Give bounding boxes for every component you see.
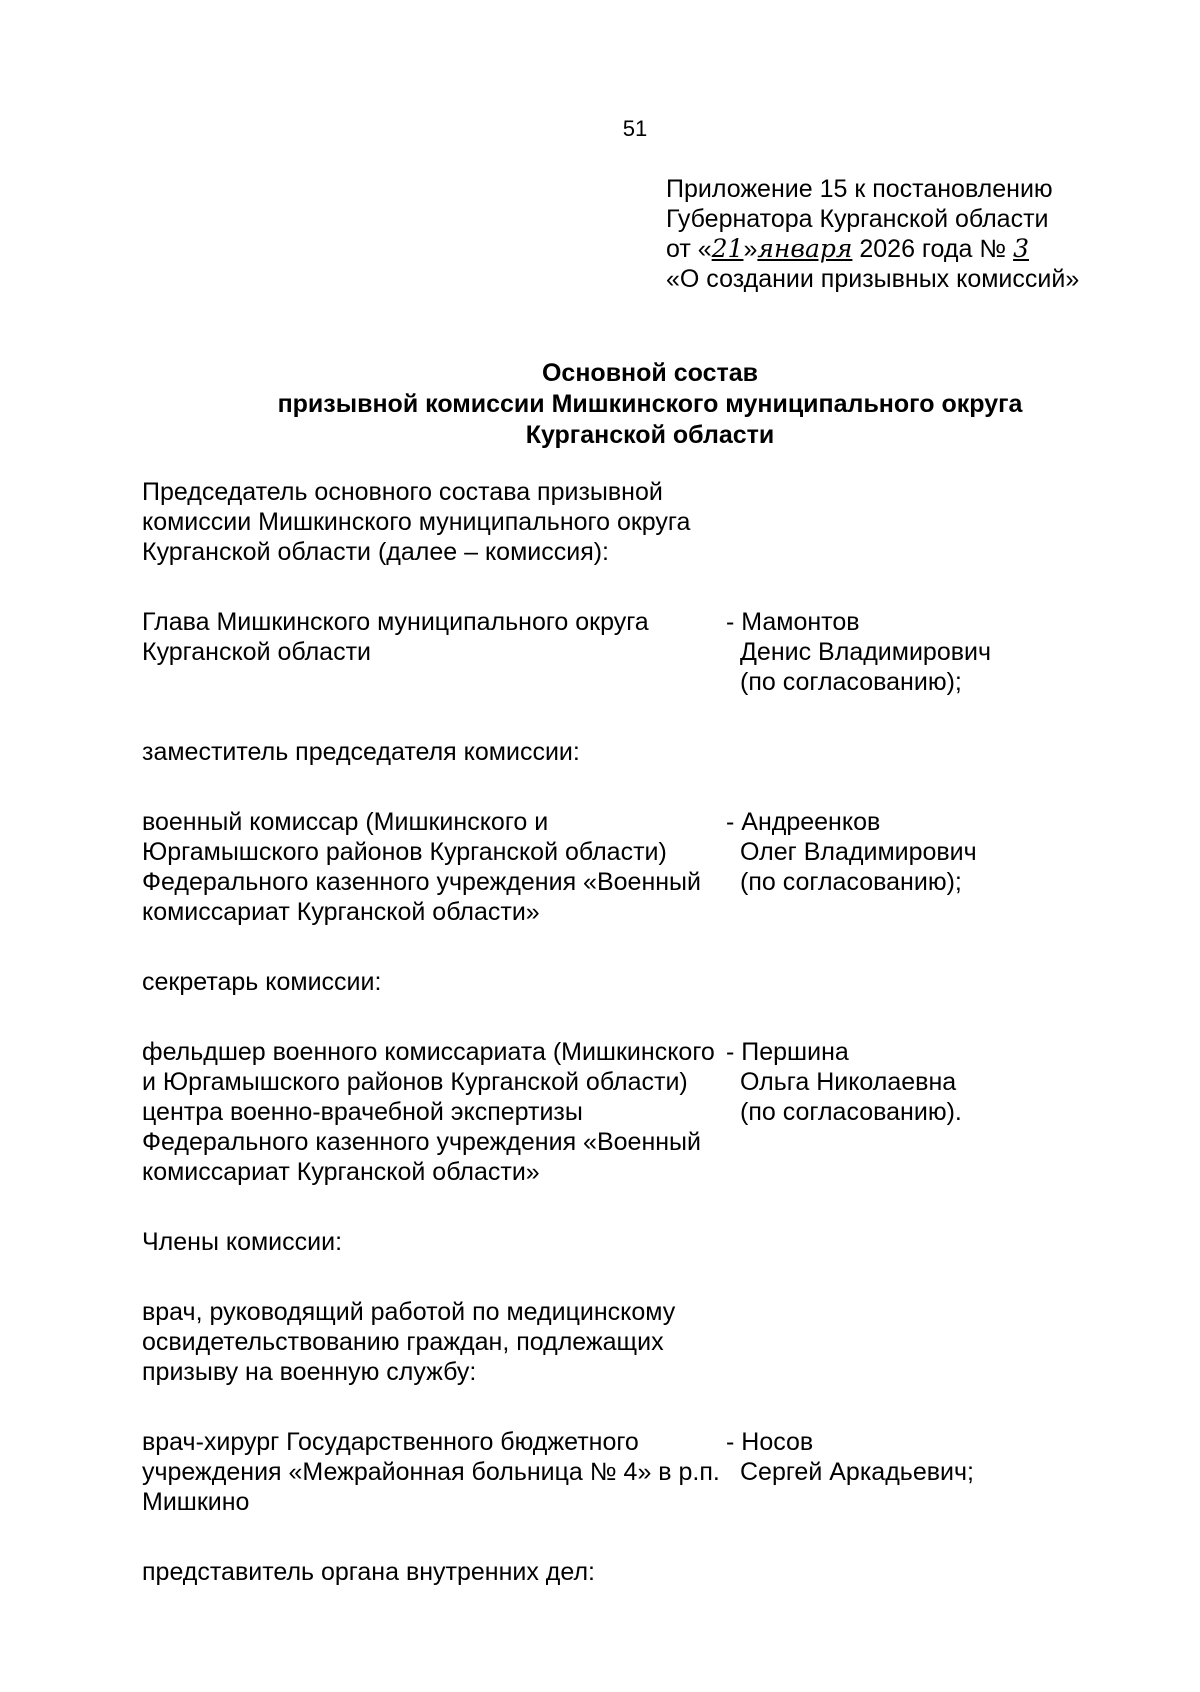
chair-position: Глава Мишкинского муниципального округа Курганской области [142, 608, 649, 666]
appendix-line-2: Губернатора Курганской области [666, 205, 1049, 233]
deputy-name-line-1: - Андреенков [726, 808, 881, 836]
secretary-name-line-1: - Першина [726, 1038, 849, 1066]
page-number: 51 [622, 116, 648, 141]
deputy-heading: заместитель председателя комиссии: [142, 738, 580, 766]
chair-name [726, 607, 1062, 697]
secretary-name-line-3: (по согласованию). [740, 1098, 962, 1126]
secretary-entry [142, 1037, 1062, 1187]
handwritten-number: 3 [1013, 234, 1029, 263]
appendix-line-1: Приложение 15 к постановлению [666, 175, 1053, 203]
appendix-date-mid: » [743, 235, 758, 263]
doctor-name-line-1: - Носов [726, 1428, 814, 1456]
appendix-line-4: «О создании призывных комиссий» [666, 265, 1080, 293]
chair-name-line-1: - Мамонтов [726, 608, 860, 636]
appendix-date-prefix: от « [666, 235, 712, 263]
doctor-heading: врач, руководящий работой по медицинскому освидетельствованию граждан, подлежащих призыву на военную службу: [142, 1298, 676, 1386]
deputy-entry [142, 807, 1062, 927]
appendix-year: 2026 года № [859, 235, 1007, 263]
police-heading: представитель органа внутренних дел: [142, 1558, 596, 1586]
doctor-position: врач-хирург Государственного бюджетного учреждения «Межрайонная больница № 4» в р.п. Мишкино [142, 1428, 720, 1516]
secretary-name [726, 1037, 1062, 1187]
document-title [0, 358, 1200, 451]
title-line-1: Основной состав [541, 359, 759, 387]
secretary-position: фельдшер военного комиссариата (Мишкинского и Юргамышского районов Курганской области) центра военно-врачебной экспертизы Федерального казенного учреждения «Военный комиссариат Курганской области» [142, 1038, 715, 1186]
deputy-position: военный комиссар (Мишкинского и Юргамышского районов Курганской области) Федерального казенного учреждения «Военный комиссариат Курганской области» [142, 808, 701, 926]
chair-name-line-2: Денис Владимирович [740, 638, 992, 666]
chair-entry [142, 607, 1062, 697]
doctor-name [726, 1427, 1062, 1517]
chair-name-line-3: (по согласованию); [740, 668, 962, 696]
appendix-line-3 [666, 234, 1186, 264]
handwritten-day: 21 [711, 234, 744, 263]
deputy-name-line-3: (по согласованию); [740, 868, 962, 896]
title-line-2: призывной комиссии Мишкинского муниципального округа [277, 390, 1023, 418]
doctor-name-line-2: Сергей Аркадьевич; [740, 1458, 974, 1486]
commission-list [142, 477, 1062, 1587]
title-line-3: Курганской области [525, 421, 775, 449]
handwritten-month: января [757, 234, 853, 263]
secretary-heading: секретарь комиссии: [142, 968, 382, 996]
secretary-name-line-2: Ольга Николаевна [740, 1068, 957, 1096]
members-heading: Члены комиссии: [142, 1228, 343, 1256]
chair-heading: Председатель основного состава призывной комиссии Мишкинского муниципального округа Курганской области (далее – комиссия): [142, 478, 691, 566]
appendix-header [666, 174, 1186, 294]
deputy-name-line-2: Олег Владимирович [740, 838, 977, 866]
deputy-name [726, 807, 1062, 927]
doctor-entry [142, 1427, 1062, 1517]
